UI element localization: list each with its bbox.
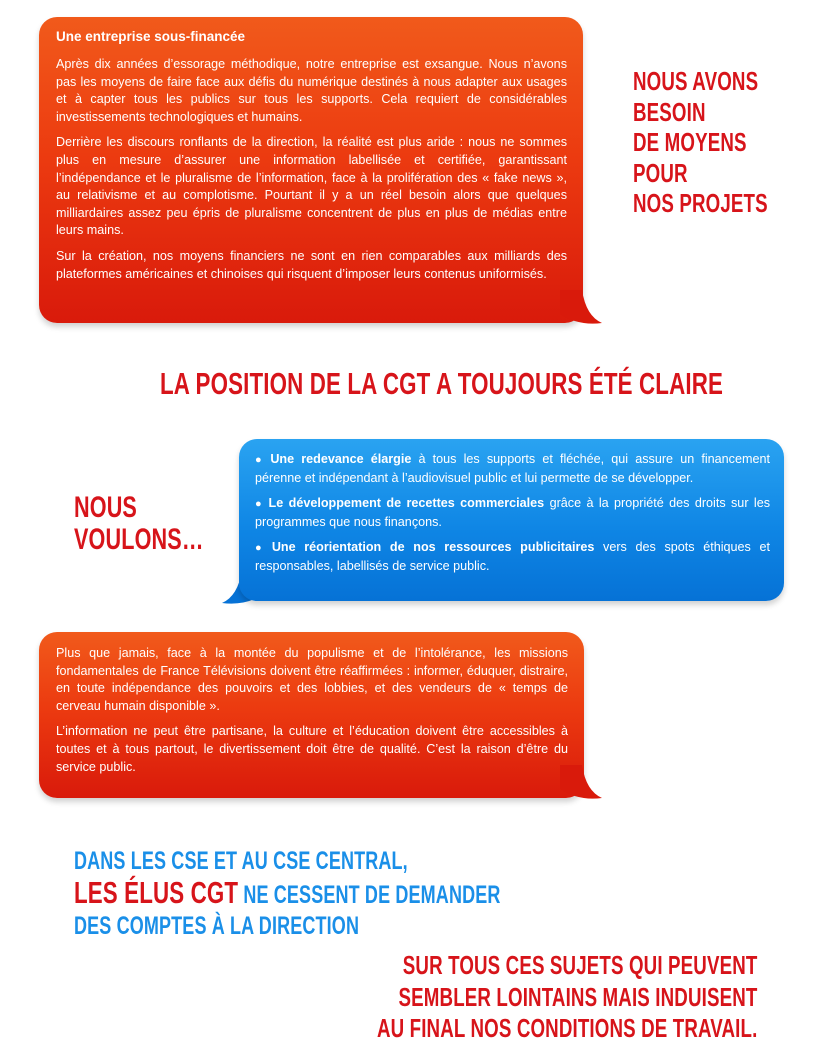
final-statement	[377, 950, 757, 1045]
demands-bubble	[239, 439, 784, 601]
cse-statement	[74, 846, 501, 942]
cse-line: DANS LES CSE ET AU CSE CENTRAL,	[74, 847, 408, 875]
bubble-paragraph: L’information ne peut être partisane, la culture et l’éducation doivent être accessibles à toutes et à tous partout, le divertissement doit être de qualité. C’est la raison d’être du service public.	[56, 724, 568, 774]
title-line: BESOIN	[633, 96, 706, 127]
cse-line-rest: NE CESSENT DE DEMANDER	[238, 881, 501, 909]
we-want-title	[74, 492, 204, 556]
title-line: NOUS	[74, 491, 137, 524]
item-text: à tous les supports et fléchée, qui assure un financement pérenne et indépendant à l’audiovisuel public et lui permette de se développer.	[255, 452, 770, 485]
item-bold: Une réorientation de nos ressources publicitaires	[271, 540, 595, 555]
bubble-paragraph: Derrière les discours ronflants de la direction, la réalité est plus aride : nous ne sommes plus en mesure d’assurer une information labellisée et certifiée, garantissant l’indépendance et le pluralisme de l’information, face à la prolifération des « fake news », au relativisme et au complotisme. Pourtant il y a un réel besoin alors que quelques milliardaires assez peu épris de pluralisme concentrent de plus en plus de médias entre leurs mains.	[56, 135, 567, 238]
list-item	[255, 539, 770, 575]
bubble-tail	[560, 290, 604, 326]
cgt-elected-highlight: LES ÉLUS CGT	[74, 875, 239, 910]
title-line: NOUS AVONS	[633, 66, 759, 96]
title-line: VOULONS…	[74, 523, 204, 556]
title-line: NOS PROJETS	[633, 188, 768, 218]
bullet-icon: ●	[255, 542, 267, 555]
bubble-paragraph: Sur la création, nos moyens financiers ne sont en rien comparables aux milliards des plateformes américaines et chinoises qui risquent d’imposer leurs contenus uniformisés.	[56, 248, 567, 281]
final-line: SUR TOUS CES SUJETS QUI PEUVENT	[402, 950, 757, 980]
item-bold: Une redevance élargie	[270, 452, 412, 466]
title-line: POUR	[633, 157, 688, 188]
bubble-paragraph: Plus que jamais, face à la montée du populisme et de l’intolérance, les missions fondamentales de France Télévisions doivent être réaffirmées : informer, éduquer, distraire, en toute indépendance des pouvoirs et des lobbies, et des vendeurs de « temps de cerveau humain disponible ».	[56, 646, 568, 713]
list-item	[255, 495, 770, 531]
position-title: LA POSITION DE LA CGT A TOUJOURS ÉTÉ CLAIRE	[160, 366, 723, 401]
item-bold: Le développement de recettes commerciales	[268, 496, 545, 511]
final-line: SEMBLER LOINTAINS MAIS INDUISENT	[398, 981, 757, 1012]
bullet-icon: ●	[255, 454, 266, 466]
demands-list	[255, 451, 770, 576]
need-means-title	[633, 66, 768, 219]
cse-line	[74, 877, 501, 911]
mission-bubble	[39, 632, 584, 798]
title-line: DE MOYENS	[633, 127, 747, 157]
bubble-tail	[560, 765, 604, 801]
final-line: AU FINAL NOS CONDITIONS DE TRAVAIL.	[376, 1013, 757, 1043]
list-item	[255, 451, 770, 487]
item-text: grâce à la propriété des droits sur les programmes que nous finançons.	[255, 496, 770, 529]
cse-line: DES COMPTES À LA DIRECTION	[74, 912, 360, 940]
bullet-icon: ●	[255, 498, 264, 511]
item-text: vers des spots éthiques et responsables, labellisés de service public.	[255, 540, 770, 573]
bubble-title: Une entreprise sous-financée	[56, 29, 246, 44]
underfunded-bubble	[39, 17, 583, 323]
bubble-paragraph: Après dix années d’essorage méthodique, notre entreprise est exsangue. Nous n’avons pas les moyens de faire face aux défis du numérique destinés à nous adapter aux usages et à capter tous les publics sur tous les supports. Cela requiert de considérables investissements technologiques et humains.	[56, 57, 567, 124]
